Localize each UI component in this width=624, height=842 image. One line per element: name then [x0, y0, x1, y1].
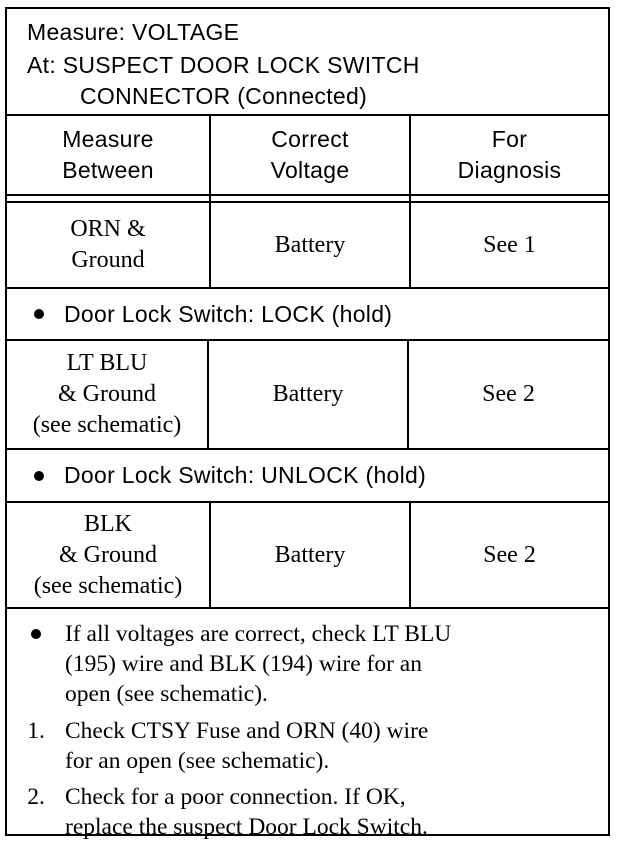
note-number: 2.: [27, 784, 45, 810]
column-divider: [409, 501, 411, 609]
row-orn-diagnosis: See 1: [483, 231, 536, 258]
column-divider: [409, 114, 411, 289]
column-divider: [209, 114, 211, 289]
location-title-line-2: CONNECTOR (Connected): [80, 83, 368, 109]
column-header-divider-top: [7, 194, 608, 196]
condition-lock-row: [7, 289, 608, 339]
row-blk-voltage: Battery: [274, 541, 346, 568]
row-lt-blu-voltage: Battery: [272, 380, 344, 407]
note-item-1: 1. Check CTSY Fuse and ORN (40) wire for an open (see schematic).: [7, 716, 608, 776]
condition-unlock-row: [7, 450, 608, 501]
row-blk-measure: BLK & Ground (see schematic): [33, 510, 183, 599]
column-header-measure-between: Measure Between: [62, 126, 154, 183]
measure-title: Measure: VOLTAGE: [27, 19, 240, 45]
column-header-for-diagnosis: For Diagnosis: [457, 126, 562, 183]
column-header-correct-voltage: Correct Voltage: [270, 126, 350, 183]
row-lt-blu-measure: LT BLU & Ground (see schematic): [32, 349, 182, 438]
note-number: 1.: [27, 718, 45, 744]
column-divider: [209, 501, 211, 609]
row-lt-blu-diagnosis: See 2: [482, 380, 535, 407]
row-orn-measure: ORN & Ground: [70, 216, 146, 273]
notes-section: [7, 619, 608, 842]
column-divider: [207, 339, 209, 450]
location-title-line-1: At: SUSPECT DOOR LOCK SWITCH: [27, 52, 420, 78]
note-item-2: 2. Check for a poor connection. If OK, replace the suspect Door Lock Switch.: [7, 782, 608, 842]
bullet-icon: [34, 309, 44, 319]
note-bullet-item: If all voltages are correct, check LT BLU (195) wire and BLK (194) wire for an open (see schematic).: [7, 619, 608, 709]
bullet-icon: [31, 629, 41, 639]
condition-unlock-label: Door Lock Switch: UNLOCK (hold): [64, 462, 427, 488]
column-divider: [407, 339, 409, 450]
notes-divider: [7, 607, 608, 609]
condition-lock-label: Door Lock Switch: LOCK (hold): [64, 300, 393, 327]
row-blk-diagnosis: See 2: [483, 541, 536, 568]
bullet-icon: [34, 471, 44, 481]
row-orn-voltage: Battery: [274, 231, 346, 258]
diagnostic-table: [5, 7, 610, 840]
